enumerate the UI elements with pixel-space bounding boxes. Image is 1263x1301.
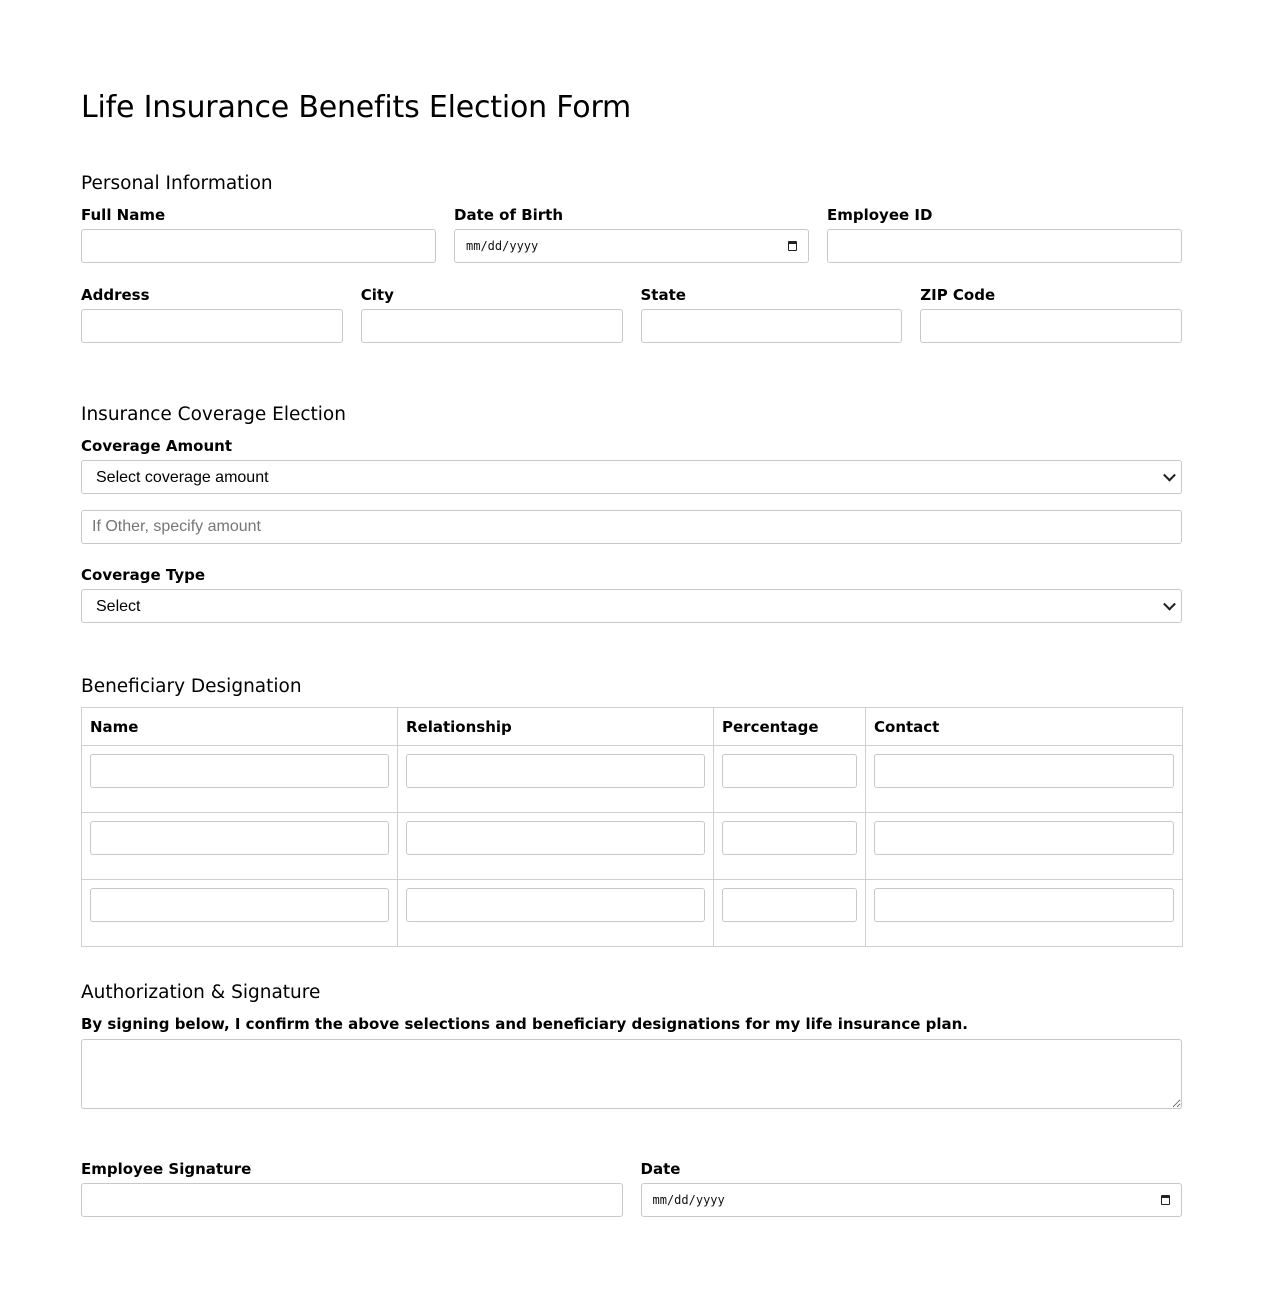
table-row [82,880,1183,947]
form-container [81,0,1182,1217]
city-input[interactable] [361,309,623,343]
coverage-type-select[interactable] [81,589,1182,623]
personal-information-section [81,172,1182,343]
authorization-statement: By signing below, I confirm the above selections and beneficiary designations for my life insurance plan. [81,1015,968,1033]
section-heading-beneficiary: Beneficiary Designation [81,676,302,697]
beneficiary-name-input[interactable] [90,754,389,788]
city-label: City [360,286,394,304]
calendar-icon[interactable] [788,241,797,251]
beneficiary-percentage-input[interactable] [722,888,857,922]
full-name-label: Full Name [81,206,166,224]
beneficiary-name-input[interactable] [90,888,389,922]
employee-signature-input[interactable] [81,1183,623,1217]
beneficiary-contact-input[interactable] [874,821,1174,855]
zip-code-input[interactable] [920,309,1182,343]
employee-id-label: Employee ID [827,206,933,224]
table-row [82,813,1183,880]
employee-id-input[interactable] [827,229,1182,263]
column-header-name: Name [82,708,398,746]
table-header-row [82,708,1183,746]
calendar-icon[interactable] [1161,1195,1170,1205]
beneficiary-percentage-input[interactable] [722,821,857,855]
beneficiary-percentage-input[interactable] [722,754,857,788]
section-heading-coverage: Insurance Coverage Election [81,404,346,425]
section-heading-authorization: Authorization & Signature [81,982,321,1003]
beneficiary-relationship-input[interactable] [406,821,705,855]
signature-date-label: Date [640,1160,681,1178]
beneficiary-relationship-input[interactable] [406,888,705,922]
column-header-percentage: Percentage [714,708,866,746]
employee-signature-label: Employee Signature [81,1160,252,1178]
dob-label: Date of Birth [454,206,564,224]
address-label: Address [81,286,150,304]
column-header-relationship: Relationship [398,708,714,746]
authorization-textarea[interactable] [81,1039,1182,1109]
dob-input[interactable] [454,229,809,263]
beneficiary-contact-input[interactable] [874,888,1174,922]
column-header-contact: Contact [866,708,1183,746]
state-label: State [640,286,686,304]
beneficiary-section [81,675,1182,947]
other-amount-input[interactable] [81,510,1182,544]
state-input[interactable] [641,309,903,343]
section-heading-personal: Personal Information [81,173,273,194]
table-row [82,746,1183,813]
coverage-amount-select[interactable] [81,460,1182,494]
page-title: Life Insurance Benefits Election Form [81,90,632,125]
authorization-section [81,947,1182,1217]
zip-code-label: ZIP Code [920,286,996,304]
beneficiary-table [81,707,1183,947]
dob-placeholder: mm/dd/yyyy [466,239,539,253]
coverage-type-label: Coverage Type [81,566,206,584]
coverage-election-section [81,383,1182,623]
beneficiary-contact-input[interactable] [874,754,1174,788]
address-input[interactable] [81,309,343,343]
signature-date-placeholder: mm/dd/yyyy [652,1193,725,1207]
signature-date-input[interactable] [641,1183,1183,1217]
coverage-amount-label: Coverage Amount [81,437,232,455]
full-name-input[interactable] [81,229,436,263]
beneficiary-name-input[interactable] [90,821,389,855]
beneficiary-relationship-input[interactable] [406,754,705,788]
